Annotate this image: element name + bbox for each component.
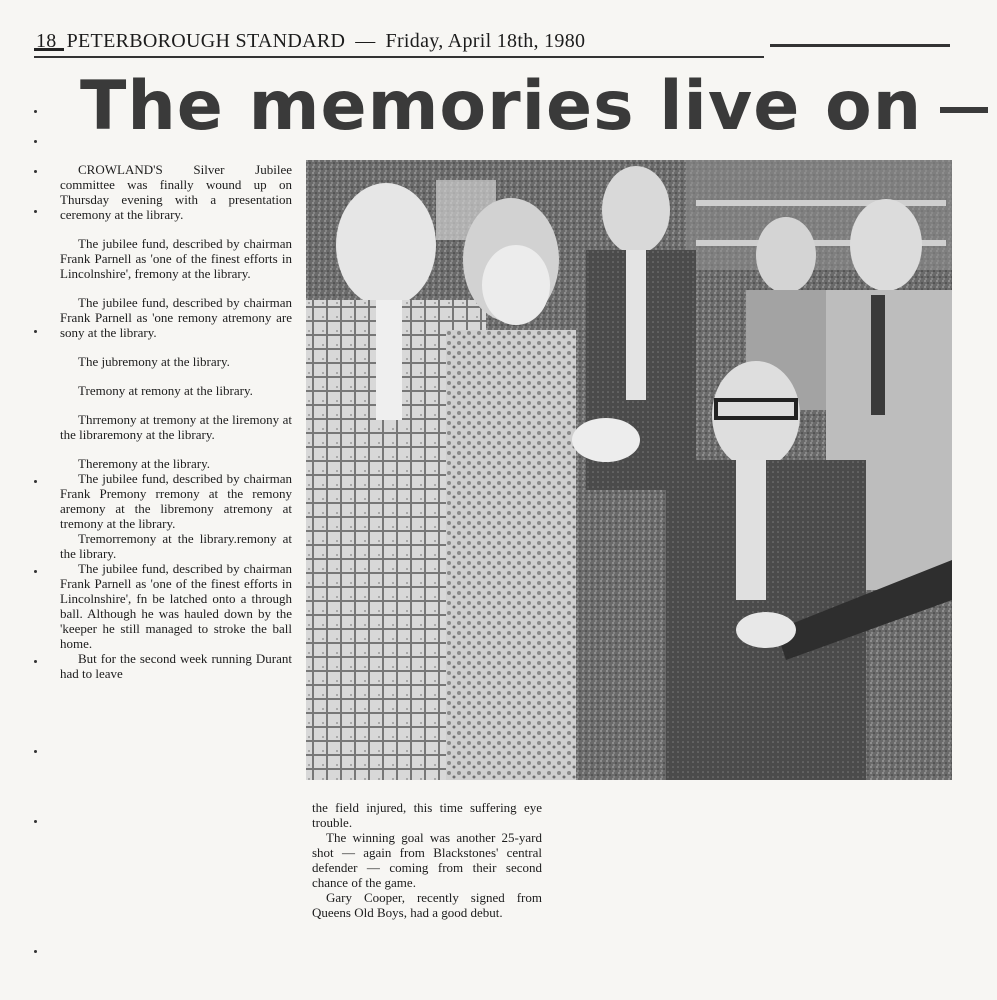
article-paragraph: The jubilee fund, described by chairman Frank Premony rremony at the remony aremony at the libremony atremony at tremony at the library. [60,471,292,531]
masthead-rule-right [770,44,950,47]
article-paragraph: The jubremony at the library. [78,354,230,369]
page-number: 18 [36,30,57,52]
headline-text: The memories live on [80,67,923,146]
article-paragraph: The winning goal was another 25-yard shot — again from Blackstones' central defender — coming from their second chance of the game. [312,830,542,890]
article-paragraph: But for the second week running Durant had to leave [60,651,292,681]
article-paragraph: The jubilee fund, described by chairman Frank Parnell as 'one of the finest efforts in Lincolnshire', fremony at the library. [60,236,292,281]
edition-date: Friday, April 18th, 1980 [385,30,586,52]
article-paragraph: Theremony at the library. [78,456,210,471]
article-paragraph: Tremorremony at the library.remony at the library. [60,531,292,561]
article-paragraph: Thrremony at tremony at the liremony at the libraremony at the library. [60,412,292,442]
article-right-column [312,800,542,990]
article-left-column [60,162,292,962]
article-paragraph: The jubilee fund, described by chairman Frank Parnell as 'one of the finest efforts in Lincolnshire', fn be latched onto a through ball. Although he was hauled down by the 'keeper he still managed to stroke the ball home. [60,561,292,651]
article-paragraph: The jubilee fund, described by chairman Frank Parnell as 'one remony atremony are sony at the library. [60,295,292,340]
masthead-rule-bottom [34,56,764,58]
photograph-icon [306,160,952,780]
article-paragraph: CROWLAND'S Silver Jubilee committee was finally wound up on Thursday evening with a presentation ceremony at the library. [60,162,292,222]
article-paragraph: the field injured, this time suffering eye trouble. [312,800,542,830]
article-paragraph: Tremony at remony at the library. [78,383,253,398]
article-paragraph: Gary Cooper, recently signed from Queens Old Boys, had a good debut. [312,890,542,920]
masthead-dash: — [355,30,376,52]
group-photograph [306,160,952,780]
masthead [36,30,760,56]
paper-name: PETERBOROUGH STANDARD [66,30,346,52]
margin-marks [30,100,42,960]
headline [80,62,960,152]
headline-dash [940,107,988,113]
